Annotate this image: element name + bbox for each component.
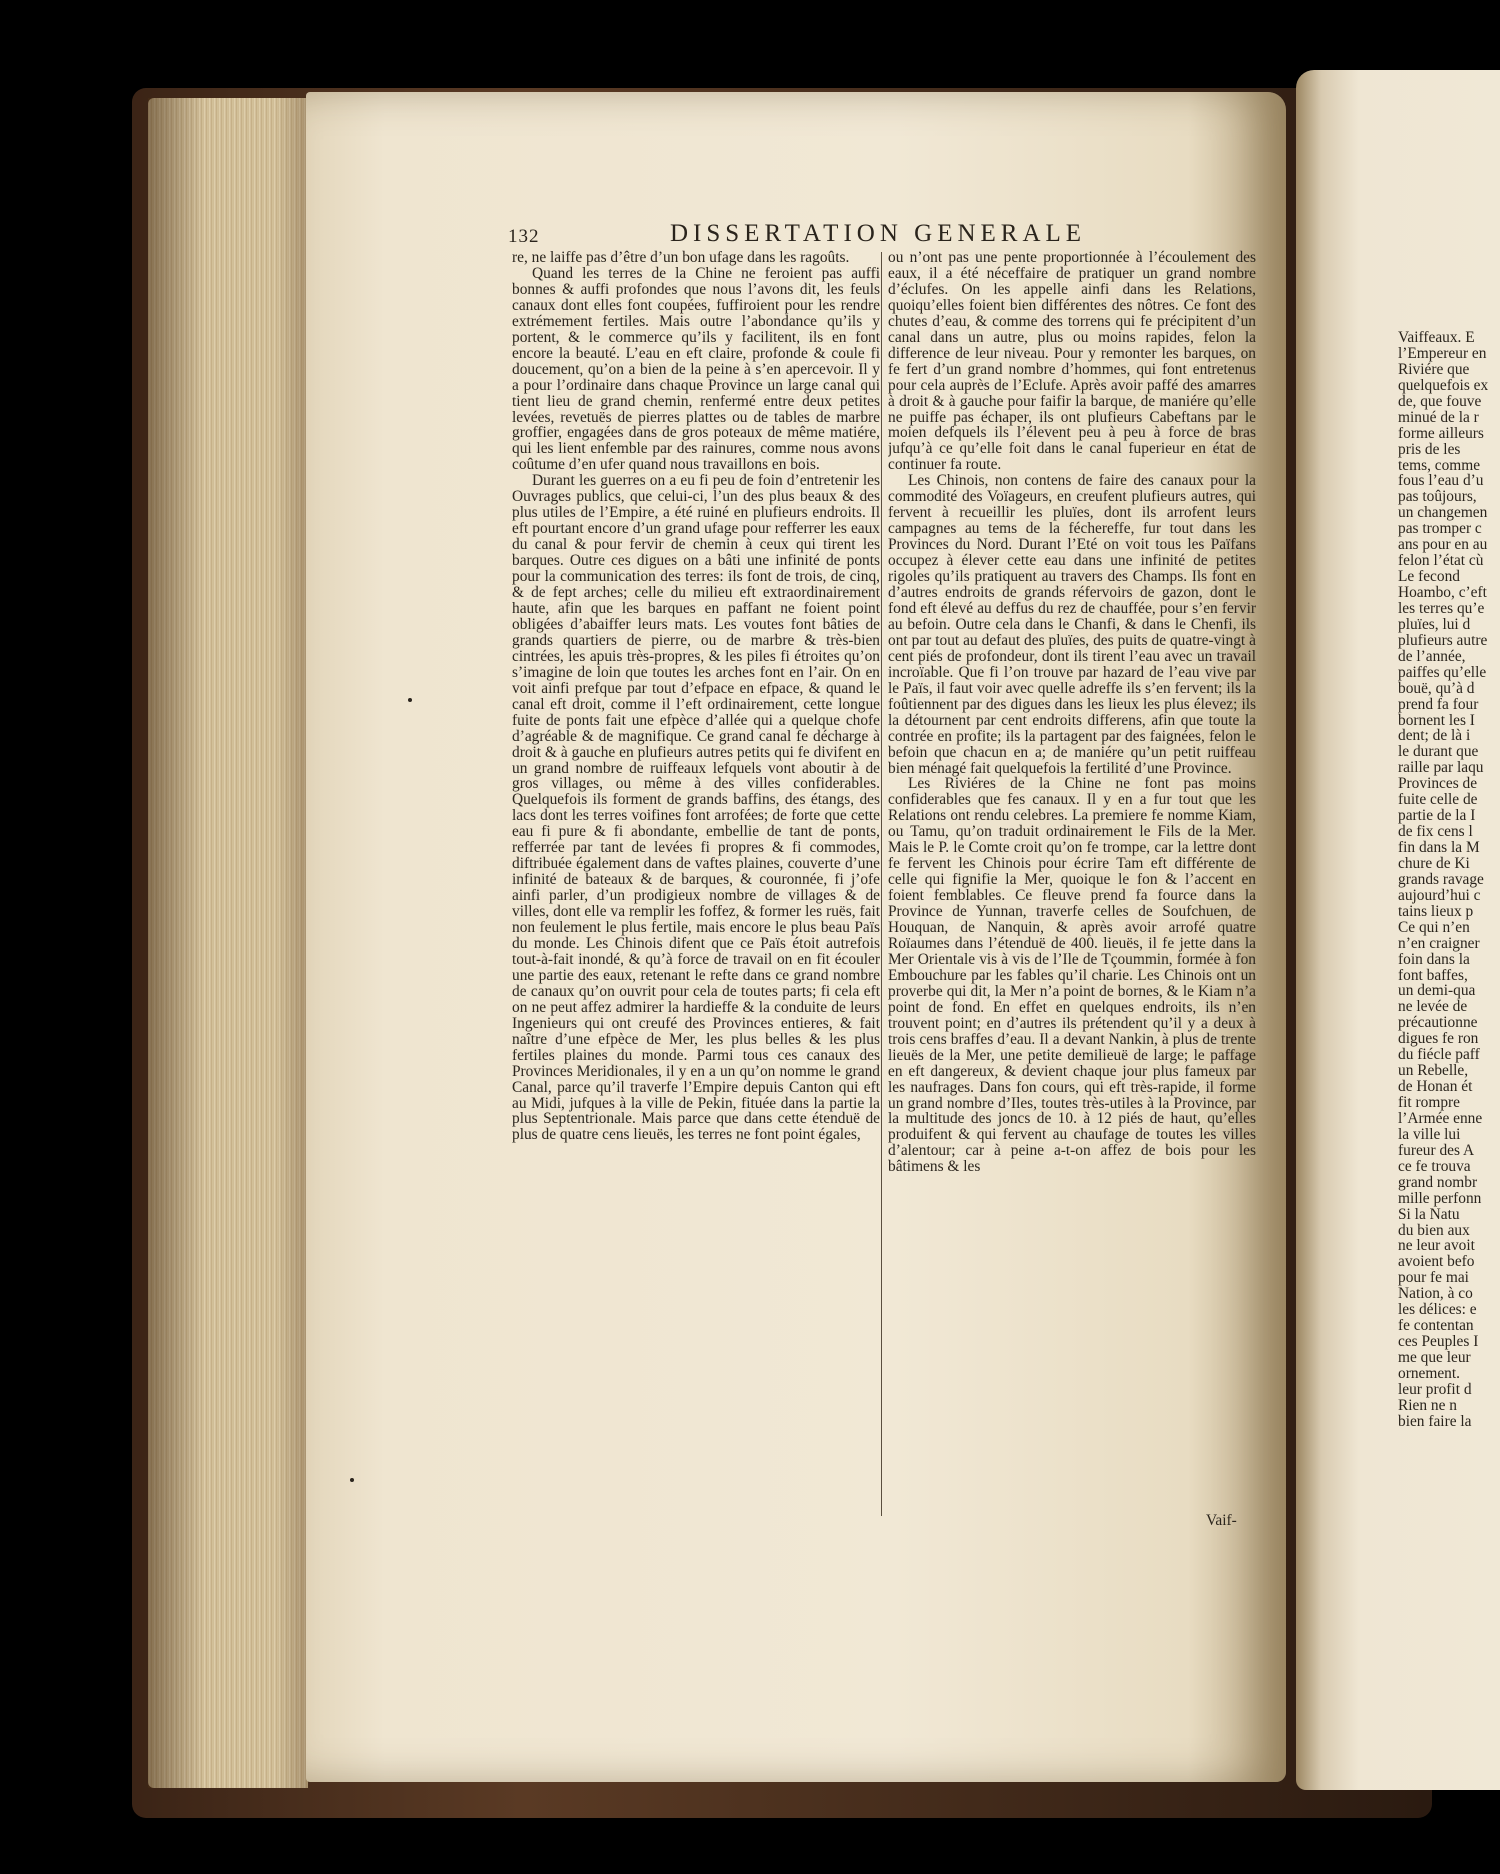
facing-page-line: l’Empereur en xyxy=(1398,344,1487,362)
facing-page-line: fureur des A xyxy=(1398,1141,1475,1159)
facing-page-line: grand nombr xyxy=(1398,1173,1478,1191)
text-column-right xyxy=(888,250,1256,1520)
paragraph: Les Chinois, non contens de faire des canaux pour la commodité des Voïageurs, en creufent plufieurs autres, qui fervent à recueillir les pluïes, dont ils arrofent leurs campagnes au tems de la féchereffe, fur tout dans les Provinces du Nord. Durant l’Eté on voit tous les Païfans occupez à élever cette eau dans une infinité de petites rigoles qu’ils pratiquent au travers des Champs. Ils font en d’autres endroits de grands réfervoirs de gazon, dont le fond eft élevé au deffus du rez de chauffée, pour s’en fervir au befoin. Outre cela dans le Chanfi, & dans le Chenfi, ils ont par tout au defaut des pluïes, des puits de quatre-vingt à cent piés de profondeur, dont ils tirent l’eau avec un travail incroïable. Que fi l’on trouve par hazard de l’eau vive par le Païs, il faut voir avec quelle adreffe ils s’en fervent; ils la foûtiennent par des digues dans les lieux les plus élevez; ils la détournent par cent endroits differens, afin que toute la contrée en profite; ils la partagent par des faignées, felon le befoin que chacun en a; de maniére qu’un petit ruiffeau bien ménagé fait quelquefois la fertilité d’une Province. xyxy=(888,472,1256,777)
facing-page-line: Rien ne n xyxy=(1398,1396,1457,1414)
facing-page-line: grands ravage xyxy=(1398,870,1484,888)
paragraph: Durant les guerres on a eu fi peu de foin d’entretenir les Ouvrages publics, que celui-ci, l’un des plus beaux & des plus utiles de l’Empire, a été ruiné en plufieurs endroits. Il eft pourtant encore d’un grand ufage pour refferrer les eaux du canal & pour fervir de chemin à ceux qui tirent les barques. Outre ces digues on a bâti une infinité de ponts pour la communication des terres: ils font de trois, de cinq, & de fept arches; celle du milieu eft extraordinairement haute, afin que les barques en paffant ne foient point obligées d’abaiffer leurs mats. Les voutes font bâties de grands quartiers de pierre, ou de marbre & très-bien cintrées, les apuis très-propres, & les piles fi étroites qu’on s’imagine de loin que toutes les arches font en l’air. On en voit ainfi prefque par tout d’efpace en efpace, & quand le canal eft droit, comme il l’eft ordinairement, cette longue fuite de ponts fait une efpèce d’allée qui a quelque chofe d’agréable & de magnifique. Ce grand canal fe décharge à droit & à gauche en plufieurs autres petits qui fe divifent en un grand nombre de ruiffeaux lefquels vont aboutir à de gros villages, ou même à des villes confiderables. Quelquefois ils forment de grands baffins, des étangs, des lacs dont les terres voifines font arrofées; de forte que cette eau fi pure & fi abondante, embellie de tant de ponts, refferrée par tant de levées fi propres & fi commodes, diftribuée également dans de vaftes plaines, couverte d’une infinité de bateaux & de barques, & couronnée, fi j’ofe ainfi parler, d’un prodigieux nombre de villages & de villes, dont elle va remplir les foffez, & former les ruës, fait non feulement le plus fertile, mais encore le plus beau Païs du monde. Les Chinois difent que ce Païs étoit autrefois tout-à-fait inondé, & qu’à force de travail on en fit écouler une partie des eaux, retenant le refte dans ce grand nombre de canaux qu’on ouvrit pour cela de toutes parts; fi cela eft on ne peut affez admirer la hardieffe & la conduite de leurs Ingenieurs qui ont creufé des Provinces entieres, & fait naître d’une efpèce de Mer, les plus belles & les plus fertiles plaines du monde. Parmi tous ces canaux des Provinces Meridionales, il y en a un qu’on nomme le grand Canal, parce qu’il traverfe l’Empire depuis Canton qui eft au Midi, jufques à la ville de Pekin, fituée dans la partie la plus Septentrionale. Mais parce que dans cette étenduë de plus de quatre cens lieuës, les terres ne font point égales, xyxy=(512,472,880,1144)
facing-page-line: foin dans la xyxy=(1398,950,1470,968)
facing-page-line: dent; de là i xyxy=(1398,727,1471,745)
column-rule xyxy=(881,252,882,1516)
facing-page-line: forme ailleurs xyxy=(1398,424,1484,442)
facing-page-line: ces Peuples I xyxy=(1398,1333,1479,1351)
facing-page-line: du fiécle paff xyxy=(1398,1046,1480,1064)
facing-page-line: de, que fouve xyxy=(1398,392,1482,410)
facing-page-line: de Honan ét xyxy=(1398,1078,1473,1096)
facing-page-line: leur profit d xyxy=(1398,1380,1472,1398)
facing-page-line: Ce qui n’en xyxy=(1398,918,1470,936)
facing-page-line: Nation, à co xyxy=(1398,1285,1473,1303)
facing-page-line: un demi-qua xyxy=(1398,982,1476,1000)
facing-page-line: bouë, qu’à d xyxy=(1398,679,1475,697)
facing-page-line: chure de Ki xyxy=(1398,854,1470,872)
facing-page-line: fit rompre xyxy=(1398,1094,1460,1111)
facing-page-line: quelquefois ex xyxy=(1398,376,1489,394)
facing-page-line: pris de les xyxy=(1398,440,1461,458)
facing-page-line: prend fa four xyxy=(1398,695,1479,713)
ink-speck xyxy=(408,698,412,702)
running-head: DISSERTATION GENERALE xyxy=(670,220,1087,247)
facing-page-line: les délices: e xyxy=(1398,1301,1477,1319)
facing-page-line: pluïes, lui d xyxy=(1398,615,1471,633)
facing-page-line: tains lieux p xyxy=(1398,902,1474,920)
facing-page-line: n’en craigner xyxy=(1398,934,1480,952)
facing-page-line: fe contentan xyxy=(1398,1317,1474,1335)
facing-page-line: ornement. xyxy=(1398,1364,1460,1382)
facing-page-line: bornent les I xyxy=(1398,711,1475,729)
facing-page-line: fous l’eau d’u xyxy=(1398,472,1484,490)
facing-page-line: de fix cens l xyxy=(1398,823,1473,841)
facing-page-line: digues fe ron xyxy=(1398,1030,1479,1048)
facing-page-line: me que leur xyxy=(1398,1349,1471,1366)
facing-page-line: Provinces de xyxy=(1398,775,1478,793)
facing-page-line: du bien aux xyxy=(1398,1221,1470,1239)
facing-page-line: pas toûjours, xyxy=(1398,488,1477,506)
facing-page-line: ne levée de xyxy=(1398,998,1468,1016)
facing-page-line: Vaiffeaux. E xyxy=(1398,329,1475,346)
facing-page-text xyxy=(1398,330,1500,1430)
facing-page-line: aujourd’hui c xyxy=(1398,886,1481,904)
ink-speck xyxy=(350,1478,354,1482)
facing-page-line: Hoambo, c’eft xyxy=(1398,584,1487,601)
facing-page-line: raille par laqu xyxy=(1398,759,1484,777)
page-edges xyxy=(148,98,308,1788)
facing-page-line: partie de la I xyxy=(1398,807,1476,825)
facing-page-line: font baffes, xyxy=(1398,966,1468,984)
facing-page-line: un changemen xyxy=(1398,504,1488,522)
facing-page-line: minué de la r xyxy=(1398,408,1479,426)
text-column-left xyxy=(512,250,880,1520)
facing-page-line: un Rebelle, xyxy=(1398,1062,1469,1080)
paragraph: re, ne laiffe pas d’être d’un bon ufage dans les ragoûts. xyxy=(512,250,850,266)
facing-page-line: Le fecond xyxy=(1398,568,1460,586)
facing-page-line: tems, comme xyxy=(1398,456,1481,474)
facing-page-line: pas tromper c xyxy=(1398,520,1482,538)
catchword: Vaif- xyxy=(1206,1512,1237,1529)
facing-page-line: les terres qu’e xyxy=(1398,599,1485,617)
facing-page-line: précautionne xyxy=(1398,1014,1478,1032)
facing-page-line: fin dans la M xyxy=(1398,839,1480,856)
facing-page-line: l’Armée enne xyxy=(1398,1109,1483,1127)
facing-page-line: plufieurs autre xyxy=(1398,631,1488,649)
facing-page-line: Riviére que xyxy=(1398,360,1470,378)
facing-page-line: paiffes qu’elle xyxy=(1398,663,1487,681)
facing-page-line: mille perfonn xyxy=(1398,1189,1482,1207)
facing-page-line: avoient befo xyxy=(1398,1253,1475,1271)
paragraph: ou n’ont pas une pente proportionnée à l’écoulement des eaux, il a été néceffaire de pratiquer un grand nombre d’éclufes. On les appelle ainfi dans les Relations, quoiqu’elles foient bien différentes des nôtres. Ce font des chutes d’eau, & comme des torrens qui fe précipitent d’un canal dans un autre, plus ou moins rapides, felon la difference de leur niveau. Pour y remonter les barques, on fe fert d’un grand nombre d’hommes, qui font entretenus pour cela auprès de l’Eclufe. Après avoir paffé des amarres à droit & à gauche pour faifir la barque, de maniére qu’elle ne puiffe pas échaper, ils ont plufieurs Cabeftans par le moien defquels ils l’élevent peu à peu à force de bras jufqu’à ce qu’elle foit dans le canal fuperieur en état de continuer fa route. xyxy=(888,250,1256,474)
facing-page-line: bien faire la xyxy=(1398,1412,1472,1430)
facing-page-line: Si la Natu xyxy=(1398,1205,1460,1223)
facing-page-line: le durant que xyxy=(1398,743,1479,761)
facing-page-line: ne leur avoit xyxy=(1398,1237,1475,1255)
facing-page-line: fuite celle de xyxy=(1398,791,1478,809)
facing-page-line: felon l’état cù xyxy=(1398,552,1484,570)
paragraph: Quand les terres de la Chine ne feroient pas auffi bonnes & auffi profondes que nous l’avons dit, les feuls canaux dont elles font coupées, fuffiroient pour les rendre extrémement fertiles. Mais outre l’abondance qu’ils y portent, & le commerce qu’ils y facilitent, ils en font encore la beauté. L’eau en eft claire, profonde & coule fi doucement, qu’on a bien de la peine à s’en apercevoir. Il y a pour l’ordinaire dans chaque Province un large canal qui tient lieu de grand chemin, renfermé entre deux petites levées, revetuës de pierres plattes ou de tables de marbre groffier, engagées dans de gros poteaux de même matiére, qui les lient enfemble par des rainures, comme nous avons coûtume d’en ufer quand nous travaillons en bois. xyxy=(512,264,880,474)
facing-page-line: ans pour en au xyxy=(1398,536,1488,554)
facing-page-line: la ville lui xyxy=(1398,1125,1461,1143)
facing-page-line: pour fe mai xyxy=(1398,1269,1469,1287)
right-page xyxy=(1296,70,1500,1790)
page-number: 132 xyxy=(508,226,540,247)
paragraph: Les Riviéres de la Chine ne font pas moins confiderables que fes canaux. Il y en a fur tout que les Relations ont rendu celebres. La premiere fe nomme Kiam, ou Tamu, qu’on traduit ordinairement le Fils de la Mer. Mais le P. le Comte croit qu’on fe trompe, car la lettre dont fe fervent les Chinois pour écrire Tam eft différente de celle qui fignifie la Mer, quoique le fon & l’accent en foient femblables. Ce fleuve prend fa fource dans la Province de Yunnan, traverfe celles de Soufchuen, de Houquan, de Nanquin, & après avoir arrofé quatre Roïaumes dans l’étenduë de 400. lieuës, il fe jette dans la Mer Orientale vis à vis de l’Ile de Tçoummin, formée à fon Embouchure par les fables qu’il charie. Les Chinois ont un proverbe qui dit, la Mer n’a point de bornes, & le Kiam n’a point de fond. En effet en quelques endroits, ils n’en trouvent point; en d’autres ils prétendent qu’il y a deux à trois cens braffes d’eau. Il a devant Nankin, à plus de trente lieuës de la Mer, une petite demilieuë de large; le paffage en eft dangereux, & devient chaque jour plus fameux par les naufrages. Dans fon cours, qui eft très-rapide, il forme un grand nombre d’Iles, toutes très-utiles à la Province, par la multitude des joncs de 10. à 12 piés de haut, qu’elles produifent & qui fervent au chaufage de toutes les villes d’alentour; car à peine a-t-on affez de bois pour les bâtimens & les xyxy=(888,775,1256,1176)
facing-page-line: de l’année, xyxy=(1398,647,1466,665)
facing-page-line: ce fe trouva xyxy=(1398,1157,1471,1175)
